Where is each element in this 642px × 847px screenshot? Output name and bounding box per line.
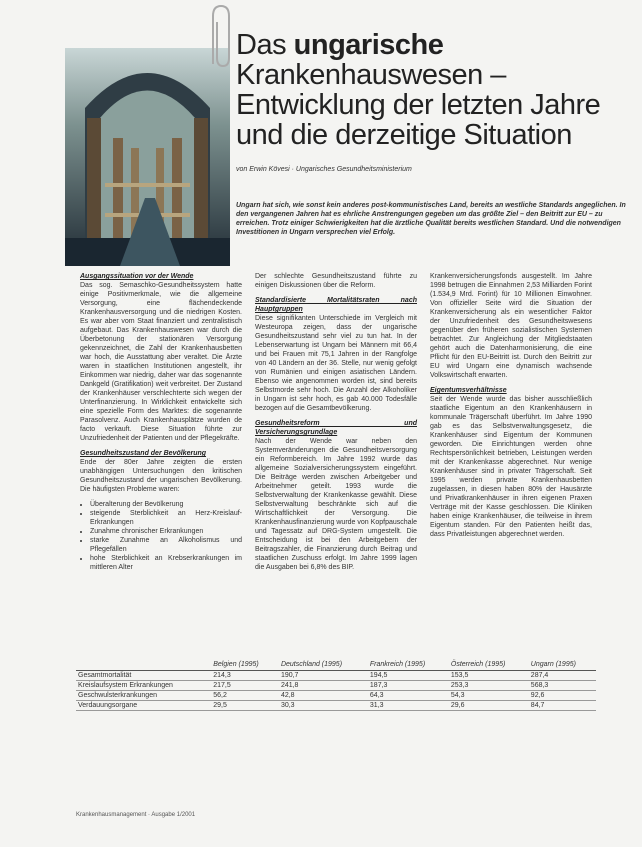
- column-1: [80, 272, 242, 578]
- table-cell: 214,3: [211, 671, 279, 681]
- col3-paragraph-0: Krankenversicherungsfonds ausgestellt. Im Jahre 1998 betrugen die Einnahmen 2,53 Milliarden Forint (1.534,9 Mrd. Forint) für 10 Millionen Einwohner. Von offizieller Seite wird die Situation der Krankenversicherung als ein wesentlicher Faktor der Unzufriedenheit des Gesundheitswesens gegenüber den früheren sozialistischen Systemen betrachtet. Zur Angleichung der Mitgliedstaaten gehört auch die Datenharmonisierung, die eine Pflicht für den EU-Beitritt ist. Durch den Beitritt zur EU wird Ungarn eine dynamisch wachsende Volkswirtschaft erwarten.: [430, 273, 592, 379]
- table-cell: 64,3: [368, 691, 449, 701]
- table-cell: 84,7: [529, 701, 596, 711]
- table-cell: 29,6: [449, 701, 529, 711]
- list-item: • starke Zunahme an Alkoholismus und Pflegefällen: [90, 536, 242, 554]
- col1-heading-1: Ausgangssituation vor der Wende: [80, 273, 194, 280]
- table-header: [76, 661, 211, 671]
- list-item: • Zunahme chronischer Erkrankungen: [90, 527, 242, 536]
- table-header: Belgien (1995): [211, 661, 279, 671]
- table-cell: 194,5: [368, 671, 449, 681]
- list-item: • hohe Sterblichkeit an Krebserkrankungen im mittleren Alter: [90, 554, 242, 572]
- col1-paragraph-2: Ende der 80er Jahre zeigten die ersten unabhängigen Untersuchungen den kritischen Gesundheitszustand der ungarischen Bevölkerung. Die häufigsten Probleme waren:: [80, 459, 242, 493]
- table-cell: 153,5: [449, 671, 529, 681]
- table-cell: 253,3: [449, 681, 529, 691]
- table-cell: 287,4: [529, 671, 596, 681]
- table-header: Ungarn (1995): [529, 661, 596, 671]
- table-header: Deutschland (1995): [279, 661, 368, 671]
- table-cell: 29,5: [211, 701, 279, 711]
- list-item: • steigende Sterblichkeit an Herz-Kreislauf-Erkrankungen: [90, 509, 242, 527]
- table-cell: 30,3: [279, 701, 368, 711]
- col2-paragraph-2: Nach der Wende war neben den Systemveränderungen die Gesundheitsversorgung ein Reformbereich. Im Jahre 1992 wurde das allgemeine Sozialversicherungssystem eingeführt. Die Beiträge werden zwischen Arbeitgeber und Arbeitnehmer geteilt. 1993 wurde die Selbstverwaltung der Krankenkasse gewählt. Diese Selbstverwaltung beschränkte sich auf die Wirtschaftlichkeit der Versorgung. Die Krankenhausfinanzierung wurde von Kopfpauschale und Tagessatz auf DRG-System umgestellt. Die Entscheidung ist bei den Arbeitgebern der Beitragszahler, die Finanzierung durch Beitrag und staatlichen Zuschuss erfolgt. Im Jahre 1999 lagen die Ausgaben bei 6,8% des BIP.: [255, 438, 417, 571]
- table-cell: 190,7: [279, 671, 368, 681]
- lead-paragraph: Ungarn hat sich, wie sonst kein anderes post-kommunistisches Land, bereits an westliche Standards angeglichen. In den vergangenen Jahren hat es ehrliche Anstrengungen gegeben um das größte Ziel – den Beitritt zur EU – zu erreichen. Trotz einiger Schwierigkeiten hat die ärztliche Qualität bereits westlichen Standard. Und die notwendigen Investitionen in Ungarn versprechen viel Erfolg.: [236, 202, 626, 236]
- byline: von Erwin Kövesi · Ungarisches Gesundheitsministerium: [236, 166, 412, 173]
- table-cell: 568,3: [529, 681, 596, 691]
- table-cell: 54,3: [449, 691, 529, 701]
- table-cell: 217,5: [211, 681, 279, 691]
- table-header: Österreich (1995): [449, 661, 529, 671]
- title-line-3: Entwicklung der letzten Jahre: [236, 89, 601, 121]
- table-cell: 31,3: [368, 701, 449, 711]
- table-cell: 42,8: [279, 691, 368, 701]
- table-cell: 241,8: [279, 681, 368, 691]
- title-line-4: und die derzeitige Situation: [236, 119, 572, 151]
- col1-heading-2: Gesundheitszustand der Bevölkerung: [80, 450, 207, 457]
- col2-heading-2: Gesundheitsreform und Versicherungsgrundlage: [255, 420, 417, 436]
- table-header-row: [76, 661, 596, 671]
- article-title: [236, 30, 636, 150]
- column-2: [255, 272, 417, 578]
- column-3: [430, 272, 592, 545]
- table-cell: Geschwulsterkrankungen: [76, 691, 211, 701]
- table-row: [76, 671, 596, 681]
- mortality-table: [76, 661, 596, 711]
- col3-paragraph-1: Seit der Wende wurde das bisher ausschließlich staatliche Eigentum an den Krankenhäusern in kommunale Trägerschaft überführt. Im Jahre 1990 gab es das Selbstverwaltungsgesetz, die Krankenhäuser sind Eigentum der Kommunen geworden. Die Einrichtungen werden ohne Rechtspersönlichkeit betrieben, Leistungen werden mit der Krankenkasse abgerechnet. Nur wenige Krankenhäuser sind in privater Trägerschaft. Seit 1995 werden private Krankenhausbetten zugelassen, in diesen haben 80% der Hausärzte und Privatkrankenhäuser in ihren eigenen Praxen Verträge mit der Kasse geschlossen. Die Kliniken haben einige Krankenhäuser, die teilweise in ihrem Eigentum standen. Für den Patienten heißt das, dass Privatleistungen abgerechnet werden.: [430, 396, 592, 538]
- table-cell: 56,2: [211, 691, 279, 701]
- title-bold: ungarische: [293, 29, 444, 61]
- col2-heading-1: Standardisierte Mortalitätsraten nach Hauptgruppen: [255, 297, 417, 313]
- table-cell: Verdauungsorgane: [76, 701, 211, 711]
- col1-paragraph-1: Das sog. Semaschko-Gesundheitssystem hatte einige Positivmerkmale, wie die allgemeine Versorgung, eine flächendeckende Krankenhausversorgung und die niedrigen Kosten. Es war aber vom Staat finanziert und zentralistisch aufgebaut. Das Krankenhauswesen war durch die Überbetonung der stationären Versorgung gekennzeichnet, die Zahl der Krankenhausbetten war hoch, die Ausstattung aber veraltet. Die Ärzte waren in staatlichen Institutionen angestellt, ihr Einkommen war niedrig, daher war das sogenannte Dankgeld (Gratifikation) weit verbreitet. Der Zustand der Krankenhäuser verschlechterte sich wegen der Unterfinanzierung. In Wirklichkeit entwickelte sich eine spezielle Form des Marktes: die sogenannte Parasolvenz. Auch Krankenhausplätze wurden de facto verkauft. Diese Situation führte zur Unzufriedenheit der Patienten und der Pflegekräfte.: [80, 282, 242, 442]
- table-cell: 92,6: [529, 691, 596, 701]
- title-prefix: Das: [236, 29, 287, 61]
- title-line-2: Krankenhauswesen –: [236, 59, 506, 91]
- table-cell: 187,3: [368, 681, 449, 691]
- table-row: [76, 691, 596, 701]
- problem-list: [80, 500, 242, 572]
- col2-paragraph-1: Diese signifikanten Unterschiede im Vergleich mit Westeuropa zeigen, dass der ungarische Gesundheitszustand sehr viel zu tun hat. In der Lebenserwartung ist Ungarn bei Männern mit 66,4 und bei Frauen mit 75,1 Jahren in der Rangfolge von 40 Ländern an der 36. Stelle, nur wenig gefolgt von Rumänien und einigen asiatischen Ländern. Ebenso wie angenommen worden ist, sind bereits Selbstmorde sehr hoch. Die Anzahl der Alkoholiker in Ungarn ist sehr hoch, es gab 40.000 Todesfälle bezogen auf die Gesamtbevölkerung.: [255, 315, 417, 412]
- table-header: Frankreich (1995): [368, 661, 449, 671]
- list-item: • Überalterung der Bevölkerung: [90, 500, 242, 509]
- col3-heading-1: Eigentumsverhältnisse: [430, 387, 507, 394]
- hospital-hall-photo: [65, 48, 230, 266]
- table-cell: Gesamtmortalität: [76, 671, 211, 681]
- table-cell: Kreislaufsystem Erkrankungen: [76, 681, 211, 691]
- page-footer: Krankenhausmanagement · Ausgabe 1/2001: [76, 812, 196, 818]
- paperclip-icon: [205, 2, 235, 72]
- table-row: [76, 681, 596, 691]
- table-row: [76, 701, 596, 711]
- col2-paragraph-0: Der schlechte Gesundheitszustand führte zu einigen Diskussionen über die Reform.: [255, 273, 417, 289]
